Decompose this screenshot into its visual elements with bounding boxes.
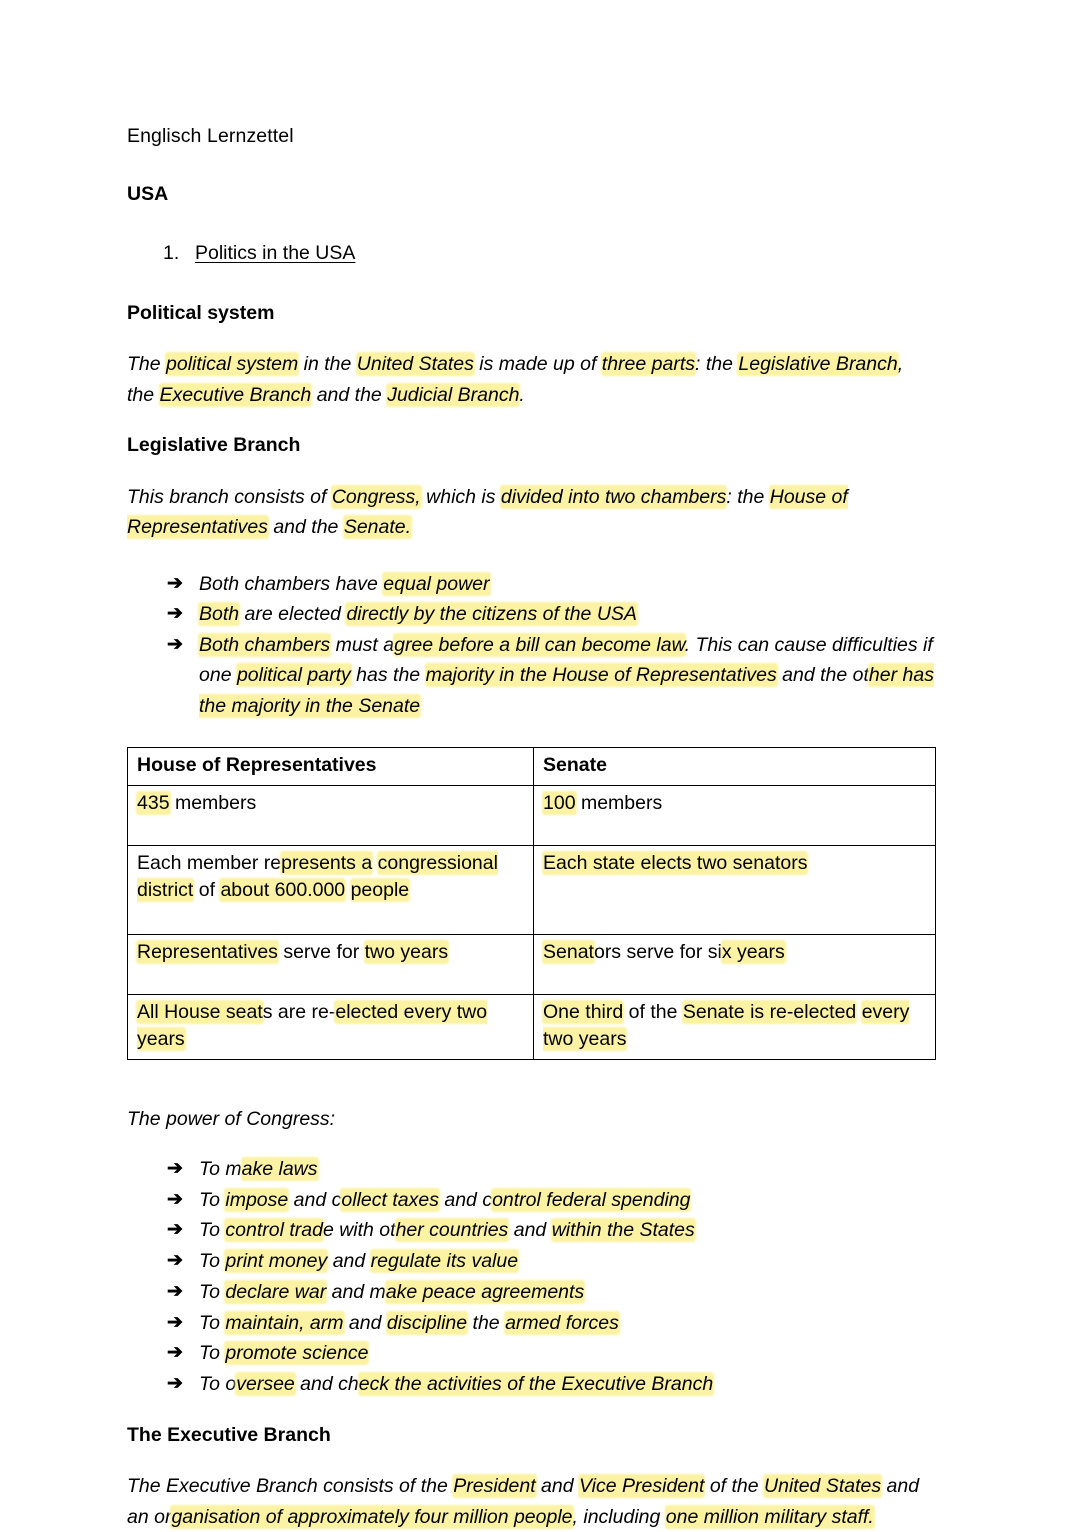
plain-text: To	[199, 1280, 226, 1303]
highlighted-text: discipline	[386, 1311, 468, 1334]
highlighted-text: 100	[543, 791, 576, 814]
plain-text: To	[199, 1342, 226, 1365]
plain-text: and ch	[294, 1372, 359, 1395]
highlighted-text: equal power	[383, 572, 490, 595]
highlighted-text: 435	[137, 791, 170, 814]
list-item	[127, 630, 935, 722]
plain-text: To o	[199, 1372, 237, 1395]
table-row	[128, 994, 936, 1059]
plain-text: .	[519, 383, 525, 406]
plain-text: and the	[311, 383, 388, 406]
list-item	[127, 1369, 935, 1400]
bullet-list-legislative	[127, 569, 935, 722]
plain-text: The Executive Branch consists of the	[127, 1475, 454, 1498]
plain-text	[345, 879, 350, 901]
plain-text: ors serve for si	[593, 940, 722, 963]
plain-text: The power of Congress:	[127, 1107, 336, 1130]
list-item-text	[199, 1277, 919, 1308]
list-item	[127, 1185, 935, 1216]
table-body	[128, 785, 936, 1059]
highlighted-text: her has the majority in the Senate	[199, 664, 934, 717]
table-cell	[534, 934, 936, 994]
table-chambers-comparison	[127, 747, 936, 1060]
arrow-right-icon: ➔	[167, 1280, 183, 1302]
highlighted-text: about 600.000	[220, 879, 346, 901]
list-item-text	[199, 1185, 919, 1216]
plain-text: members	[575, 791, 663, 814]
highlighted-text: Judicial Branch	[387, 383, 520, 406]
paragraph-legislative-branch	[127, 482, 935, 543]
document-title: Englisch Lernzettel	[127, 125, 294, 147]
plain-text: of the	[623, 1000, 683, 1023]
plain-text: and the ot	[776, 664, 869, 686]
heading-legislative-branch: Legislative Branch	[127, 434, 301, 456]
table-cell	[128, 994, 534, 1059]
list-item-text	[199, 1338, 919, 1369]
plain-text: To	[199, 1219, 226, 1242]
highlighted-text: ganisation of approximately four million people	[171, 1505, 573, 1528]
plain-text: : the	[695, 353, 739, 375]
highlighted-text: political system	[166, 353, 299, 375]
list-item-text	[199, 630, 935, 722]
list-item-text	[199, 1154, 919, 1185]
highlighted-text: armed forces	[505, 1311, 619, 1334]
list-item	[127, 599, 935, 630]
table-chambers-wrapper	[127, 747, 935, 1060]
plain-text: , including	[572, 1505, 666, 1528]
paragraph-political-system	[127, 349, 935, 410]
plain-text: is made up of	[473, 353, 602, 375]
plain-text: the	[467, 1311, 506, 1334]
highlighted-text: Congress,	[331, 485, 421, 508]
table-cell	[534, 785, 936, 845]
highlighted-text: Senate is re-elected	[682, 1000, 857, 1023]
plain-text: e with ot	[322, 1219, 396, 1242]
highlighted-text: people	[350, 879, 410, 901]
list-item-text	[199, 1369, 919, 1400]
numbered-list-topics	[127, 244, 935, 264]
list-item	[127, 1277, 935, 1308]
plain-text: and m	[326, 1280, 386, 1303]
highlighted-text: All House seat	[137, 1000, 263, 1023]
plain-text: To m	[199, 1158, 242, 1180]
plain-text: members	[169, 791, 257, 814]
plain-text: which is	[420, 485, 501, 508]
list-item-text	[199, 1308, 919, 1339]
plain-text: in the	[298, 353, 357, 375]
highlighted-text: impose	[225, 1188, 289, 1211]
list-item	[127, 1246, 935, 1277]
highlighted-text: One third	[543, 1000, 624, 1023]
heading-political-system: Political system	[127, 301, 275, 324]
list-item-text	[199, 599, 935, 630]
plain-text: and	[508, 1219, 552, 1242]
plain-text: must a	[330, 633, 395, 656]
plain-text	[372, 852, 377, 874]
arrow-right-icon: ➔	[167, 1372, 183, 1394]
list-item-label: Politics in the USA	[195, 242, 356, 264]
highlighted-text: maintain, arm	[225, 1311, 344, 1334]
plain-text: of the	[704, 1475, 765, 1498]
highlighted-text: her countries	[395, 1219, 509, 1242]
plain-text: Each member re	[137, 851, 282, 874]
table-cell	[534, 845, 936, 934]
plain-text: of	[193, 879, 221, 901]
table-cell	[128, 845, 534, 934]
heading-usa: USA	[127, 182, 169, 205]
list-item	[127, 1215, 935, 1246]
table-cell	[128, 934, 534, 994]
highlighted-text: eck the activities of the Executive Branch	[358, 1372, 714, 1395]
highlighted-text: elected every two years	[137, 1000, 488, 1050]
highlighted-text: promote science	[225, 1342, 369, 1365]
list-item	[127, 1338, 935, 1369]
plain-text: To	[199, 1311, 226, 1334]
arrow-right-icon: ➔	[167, 603, 183, 624]
highlighted-text: ake peace agreements	[385, 1280, 585, 1303]
arrow-right-icon: ➔	[167, 1219, 183, 1241]
arrow-right-icon: ➔	[167, 1188, 183, 1210]
table-row	[128, 845, 936, 934]
highlighted-text: gree before a bill can become law	[394, 633, 685, 656]
paragraph-power-of-congress	[127, 1104, 935, 1135]
highlighted-text: Executive Branch	[159, 383, 312, 406]
plain-text: This branch consists of	[127, 485, 332, 508]
highlighted-text: ake laws	[241, 1158, 318, 1180]
highlighted-text: one million military staff.	[665, 1505, 874, 1528]
list-item[interactable]	[127, 244, 935, 264]
plain-text: has the	[350, 664, 426, 686]
highlighted-text: declare war	[225, 1280, 327, 1303]
table-column-header: House of Representatives	[128, 748, 534, 786]
arrow-right-icon: ➔	[167, 1342, 183, 1364]
plain-text: To	[199, 1250, 226, 1273]
paragraph-executive-branch	[127, 1471, 935, 1532]
highlighted-text: political party	[236, 664, 351, 686]
list-item-text	[199, 569, 935, 600]
highlighted-text: ontrol federal spending	[492, 1188, 691, 1211]
list-item-text	[199, 1215, 919, 1246]
highlighted-text: divided into two chambers	[500, 485, 727, 508]
plain-text: , the	[127, 353, 904, 406]
table-row	[128, 785, 936, 845]
plain-text: The	[127, 353, 167, 375]
table-row	[128, 934, 936, 994]
highlighted-text: Senat	[543, 940, 594, 963]
highlighted-text: United States	[356, 353, 474, 375]
plain-text: serve for	[277, 940, 365, 963]
table-head	[128, 748, 936, 786]
plain-text: . This can cause difficulties if one	[199, 633, 933, 686]
plain-text: : the	[726, 485, 770, 508]
list-marker: 1.	[163, 242, 180, 264]
plain-text: s are re-	[262, 1000, 336, 1023]
table-column-header: Senate	[534, 748, 936, 786]
highlighted-text: print money	[225, 1250, 328, 1273]
plain-text: and an or	[127, 1475, 920, 1528]
list-item	[127, 1154, 935, 1185]
plain-text: To	[199, 1188, 226, 1211]
highlighted-text: Vice President	[579, 1475, 705, 1498]
plain-text: and	[343, 1311, 387, 1334]
highlighted-text: control trad	[225, 1219, 323, 1242]
highlighted-text: Both	[199, 603, 240, 625]
bullet-list-congress-powers	[127, 1154, 935, 1400]
plain-text	[856, 1001, 861, 1023]
list-item-text	[199, 1246, 919, 1277]
highlighted-text: every two years	[543, 1000, 910, 1050]
table-cell	[534, 994, 936, 1059]
highlighted-text: versee	[236, 1372, 295, 1395]
table-cell	[128, 785, 534, 845]
highlighted-text: Each state elects two senators	[543, 851, 808, 874]
highlighted-text: three parts	[601, 353, 695, 375]
plain-text: and c	[438, 1188, 493, 1211]
plain-text: and the	[267, 516, 344, 538]
arrow-right-icon: ➔	[167, 572, 183, 594]
arrow-right-icon: ➔	[167, 1158, 183, 1179]
highlighted-text: Both chambers	[199, 633, 331, 656]
highlighted-text: majority in the House of Representatives	[425, 664, 777, 686]
highlighted-text: President	[453, 1475, 536, 1498]
highlighted-text: Senate.	[343, 516, 412, 538]
list-item	[127, 1308, 935, 1339]
highlighted-text: x years	[721, 940, 785, 963]
arrow-right-icon: ➔	[167, 1250, 183, 1272]
highlighted-text: House of Representatives	[127, 485, 848, 538]
arrow-right-icon: ➔	[167, 633, 183, 655]
highlighted-text: directly by the citizens of the USA	[346, 603, 637, 625]
heading-executive-branch: The Executive Branch	[127, 1423, 331, 1446]
highlighted-text: congressional district	[137, 851, 498, 901]
plain-text: and c	[288, 1188, 342, 1211]
highlighted-text: regulate its value	[370, 1250, 519, 1273]
highlighted-text: United States	[764, 1475, 882, 1498]
highlighted-text: presents a	[281, 851, 373, 874]
highlighted-text: two years	[364, 940, 449, 963]
arrow-right-icon: ➔	[167, 1311, 183, 1333]
highlighted-text: within the States	[551, 1219, 695, 1242]
table-header-row	[128, 748, 936, 786]
plain-text: are elected	[239, 603, 347, 625]
list-item	[127, 569, 935, 600]
highlighted-text: Representatives	[137, 940, 278, 963]
highlighted-text: Legislative Branch	[738, 353, 898, 375]
plain-text: and	[327, 1250, 371, 1273]
plain-text: Both chambers have	[199, 572, 384, 595]
highlighted-text: ollect taxes	[341, 1188, 439, 1211]
plain-text: and	[535, 1475, 580, 1498]
